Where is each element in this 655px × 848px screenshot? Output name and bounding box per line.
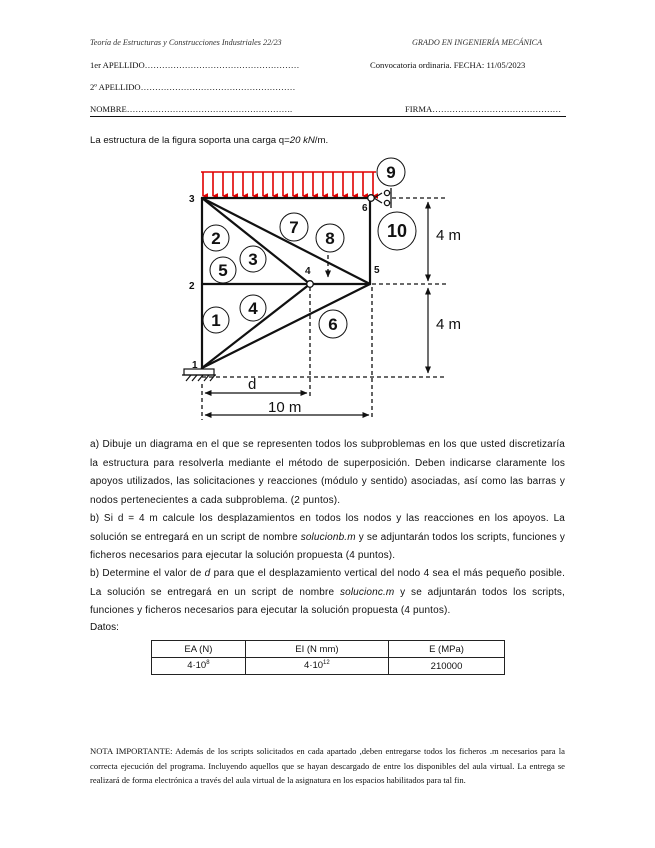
node-3-label: 3 <box>189 194 195 205</box>
question-b1-tail: y se adjuntarán todos los scripts, funciones y ficheros necesarios para ejecutar la solución propuesta (4 puntos). <box>90 531 566 561</box>
roller-support-6 <box>368 188 391 208</box>
variable-d: d <box>204 568 211 579</box>
header-rule <box>90 116 566 117</box>
question-b2-mid: para que el desplazamiento vertical del nodo 4 sea el más pequeño posible. La solución se entregará en un script de nombre <box>90 568 565 598</box>
member-3-label: 3 <box>248 250 258 269</box>
question-b1 <box>90 510 565 566</box>
member-6-label: 6 <box>328 315 338 334</box>
ei-exponent: 12 <box>323 660 330 667</box>
ei-base: 4·10 <box>304 660 324 672</box>
header-e: E (MPa) <box>389 641 505 658</box>
member-7-label: 7 <box>289 218 299 237</box>
fixed-support-1 <box>182 369 216 381</box>
member-1-label: 1 <box>211 311 221 330</box>
table-header-row <box>152 641 505 658</box>
distributed-load <box>201 172 376 196</box>
node-4-hinge <box>307 281 314 288</box>
question-b1-text: b) Si d = 4 m calcule los desplazamientos en todos los nodos y las reacciones en los apoyos. La solución se entregará en un script de nombre <box>90 513 565 543</box>
node-2-label: 2 <box>189 281 195 292</box>
header-ea: EA (N) <box>152 641 246 658</box>
header-ei: EI (N mm) <box>245 641 388 658</box>
firma-field: FIRMA……………………………………… <box>405 104 562 114</box>
dim-width: 10 m <box>268 399 302 416</box>
note-text: Además de los scripts solicitados en cada apartado ,deben entregarse todos los ficheros .m necesarios para la correcta ejecución del programa. Incluyendo aquellos que se hayan descargado de entre los disponibles del aula virtual. La entrega se realizará de forma electrónica a través del aula virtual de la asignatura en los espacios habilitados para tal fin. <box>90 746 565 785</box>
nombre-field: NOMBRE…………………………………………………. <box>90 104 293 114</box>
dim-upper-height: 4 m <box>436 227 462 244</box>
node-5-label: 5 <box>374 265 380 276</box>
datos-label: Datos: <box>90 622 119 633</box>
script-name-b: solucionb.m <box>300 531 356 543</box>
convocatoria-date: Convocatoria ordinaria. FECHA: 11/05/2023 <box>370 60 526 70</box>
intro-after: /m. <box>314 135 329 146</box>
degree-title: GRADO EN INGENIERÍA MECÁNICA <box>412 38 543 47</box>
member-4-label: 4 <box>248 299 258 318</box>
dim-lower-height: 4 m <box>436 316 462 333</box>
apellido2-field: 2º APELLIDO……………………………………………… <box>90 82 296 92</box>
cell-ei <box>245 658 388 675</box>
member-9-label: 9 <box>386 163 396 182</box>
intro-sentence <box>90 135 328 146</box>
question-b2-text: b) Determine el valor de <box>90 568 205 579</box>
structure-figure <box>170 150 480 425</box>
member-2-label: 2 <box>211 229 221 248</box>
node-4-label: 4 <box>305 266 311 277</box>
cell-ea <box>152 658 246 675</box>
intro-before: La estructura de la figura soporta una carga q= <box>90 135 290 146</box>
node-6-label: 6 <box>362 203 368 214</box>
ea-base: 4·10 <box>187 660 207 672</box>
datos-table <box>151 640 505 675</box>
question-b2 <box>90 565 565 621</box>
table-row <box>152 658 505 675</box>
course-title: Teoría de Estructuras y Construcciones Industriales 22/23 <box>90 38 282 47</box>
important-note <box>90 744 565 788</box>
question-a: a) Dibuje un diagrama en el que se representen todos los subproblemas en los que usted discretizaría la estructura para resolverla mediante el método de superposición. Deben indicarse claramente los apoyos utilizados, las solicitaciones y reacciones (módulo y sentido) asociadas, así como las barras y nodos pertenecientes a cada subproblema. (2 puntos). <box>90 439 565 506</box>
intro-load-value: 20 kN <box>289 135 315 146</box>
member-5-label: 5 <box>218 261 228 280</box>
script-name-c: solucionc.m <box>339 586 395 598</box>
dim-d: d <box>248 376 257 393</box>
cell-e: 210000 <box>389 658 505 675</box>
node-1-label: 1 <box>192 360 198 371</box>
question-b2-tail: y se adjuntarán todos los scripts, funciones y ficheros necesarios para ejecutar la solución propuesta (4 puntos). <box>90 586 565 616</box>
apellido1-field: 1er APELLIDO……………………………………………… <box>90 60 300 70</box>
ea-exponent: 8 <box>206 660 210 667</box>
note-title: NOTA IMPORTANTE: <box>90 746 173 756</box>
member-8-label: 8 <box>325 229 335 248</box>
member-10-label: 10 <box>386 221 408 241</box>
